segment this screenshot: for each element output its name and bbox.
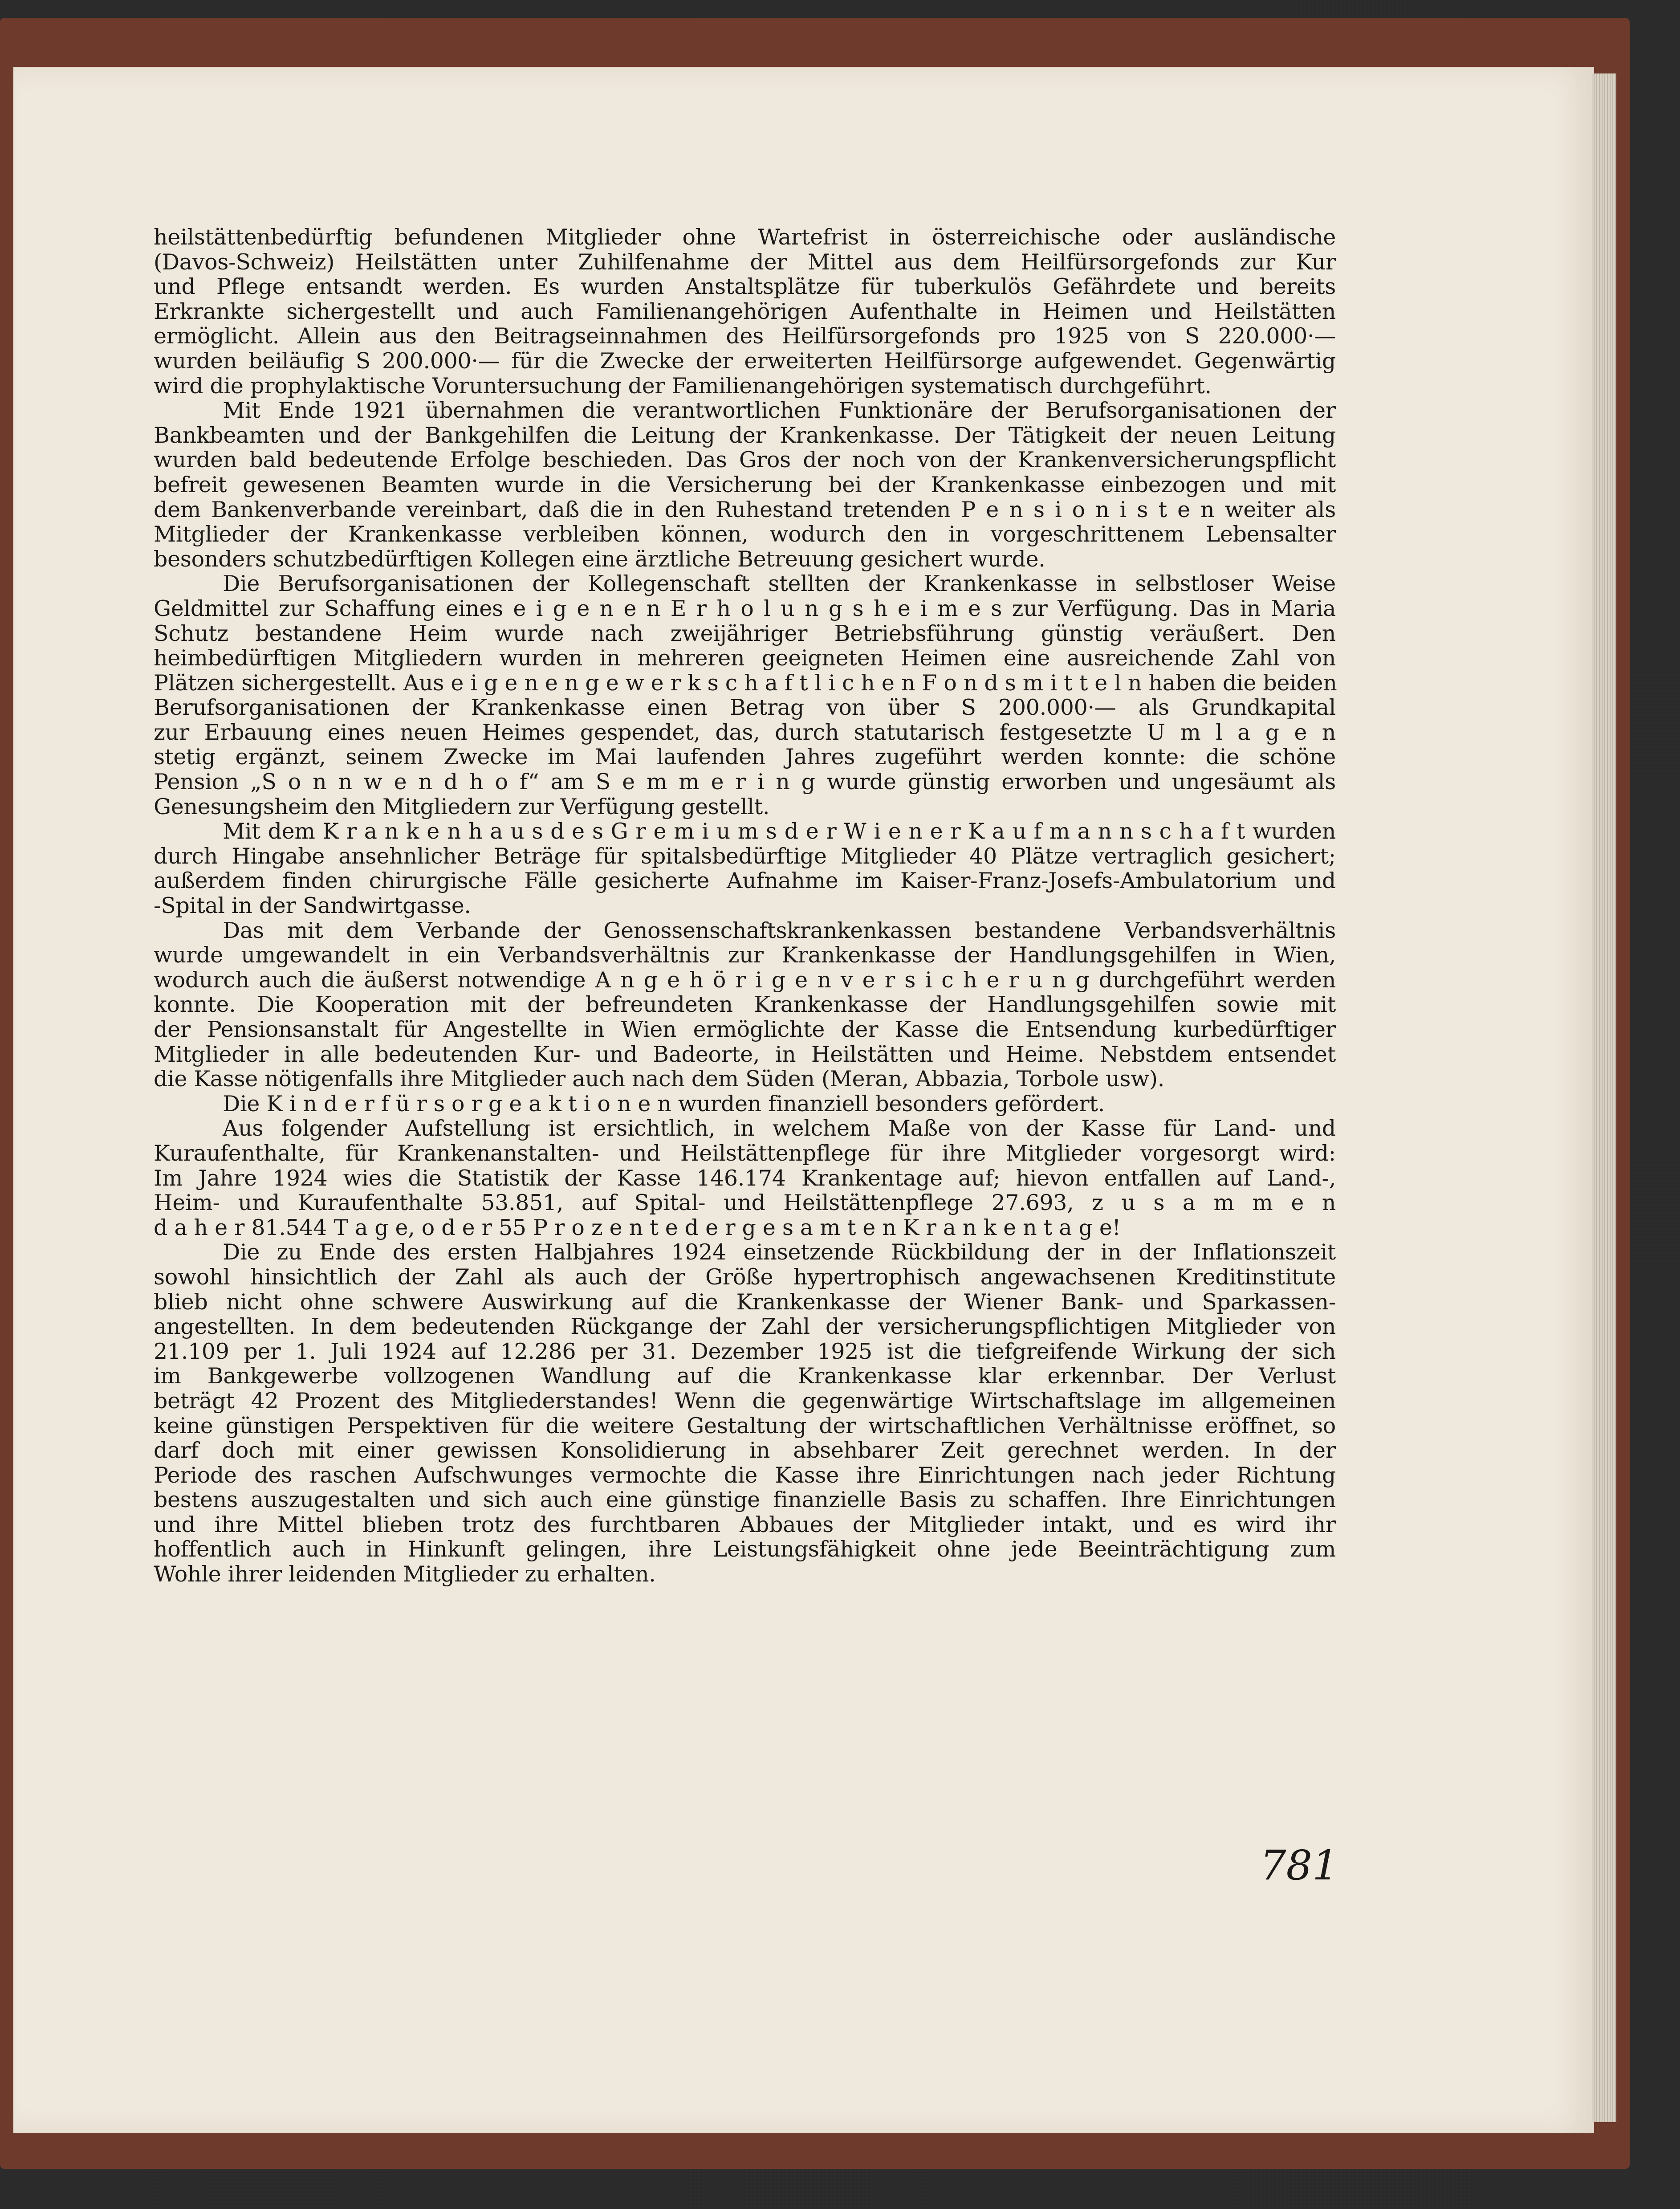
text-line: Mit Ende 1921 übernahmen die verantwortlichen Funktionäre der Berufsorganisationen der: [223, 398, 1336, 424]
text-line: Die Berufsorganisationen der Kollegenschaft stellten der Krankenkasse in selbstloser Weise: [223, 571, 1336, 597]
text-line: heilstättenbedürftig befundenen Mitglieder ohne Wartefrist in österreichische oder ausländische: [154, 224, 1336, 250]
text-line: beträgt 42 Prozent des Mitgliederstandes! Wenn die gegenwärtige Wirtschaftslage im allgemeinen: [154, 1388, 1336, 1414]
text-line: Wohle ihrer leidenden Mitglieder zu erhalten.: [154, 1561, 656, 1587]
text-line: besonders schutzbedürftigen Kollegen eine ärztliche Betreuung gesichert wurde.: [154, 546, 1045, 572]
text-line: -Spital in der Sandwirtgasse.: [154, 893, 471, 919]
text-line: Das mit dem Verbande der Genossenschaftskrankenkassen bestandene Verbandsverhältnis: [223, 917, 1336, 943]
text-line: wurden beiläufig S 200.000·— für die Zwecke der erweiterten Heilfürsorge aufgewendet. Gegenwärtig: [154, 348, 1336, 374]
text-line: Aus folgender Aufstellung ist ersichtlich, in welchem Maße von der Kasse für Land- und: [223, 1116, 1336, 1141]
text-line: Die K i n d e r f ü r s o r g e a k t i o n e n wurden finanziell besonders gefördert.: [223, 1091, 1105, 1117]
text-line: wurde umgewandelt in ein Verbandsverhältnis zur Krankenkasse der Handlungsgehilfen in Wien,: [154, 942, 1336, 968]
text-line: Mitglieder in alle bedeutenden Kur- und Badeorte, in Heilstätten und Heime. Nebstdem entsendet: [154, 1041, 1336, 1067]
text-line: durch Hingabe ansehnlicher Beträge für spitalsbedürftige Mitglieder 40 Plätze vertraglich gesichert;: [154, 843, 1336, 869]
text-line: Kuraufenthalte, für Krankenanstalten- und Heilstättenpflege für ihre Mitglieder vorgesorgt wird:: [154, 1140, 1336, 1166]
text-line: Periode des raschen Aufschwunges vermochte die Kasse ihre Einrichtungen nach jeder Richtung: [154, 1462, 1336, 1488]
text-line: Mitglieder der Krankenkasse verbleiben können, wodurch den in vorgeschrittenem Lebensalter: [154, 522, 1336, 547]
text-line: die Kasse nötigenfalls ihre Mitglieder auch nach dem Süden (Meran, Abbazia, Torbole usw).: [154, 1066, 1164, 1092]
text-line: und ihre Mittel blieben trotz des furchtbaren Abbaues der Mitglieder intakt, und es wird ihr: [154, 1512, 1336, 1537]
text-line: Bankbeamten und der Bankgehilfen die Leitung der Krankenkasse. Der Tätigkeit der neuen Leitung: [154, 422, 1336, 448]
text-line: wodurch auch die äußerst notwendige A n g e h ö r i g e n v e r s i c h e r u n g durchgeführt werden: [154, 967, 1336, 993]
text-line: angestellten. In dem bedeutenden Rückgange der Zahl der versicherungspflichtigen Mitglieder von: [154, 1314, 1336, 1340]
text-line: (Davos-Schweiz) Heilstätten unter Zuhilfenahme der Mittel aus dem Heilfürsorgefonds zur Kur: [154, 249, 1336, 275]
page-number: 781: [1260, 1842, 1338, 1889]
text-line: Plätzen sichergestellt. Aus e i g e n e n g e w e r k s c h a f t l i c h e n F o n d s m i t t e l n haben die beiden: [154, 670, 1337, 696]
text-line: Die zu Ende des ersten Halbjahres 1924 einsetzende Rückbildung der in der Inflationszeit: [223, 1239, 1336, 1265]
text-line: dem Bankenverbande vereinbart, daß die in den Ruhestand tretenden P e n s i o n i s t e n weiter als: [154, 497, 1336, 522]
text-line: zur Erbauung eines neuen Heimes gespendet, das, durch statutarisch festgesetzte U m l a g e n: [154, 719, 1336, 745]
text-line: Im Jahre 1924 wies die Statistik der Kasse 146.174 Krankentage auf; hievon entfallen auf Land-,: [154, 1165, 1336, 1191]
text-line: bestens auszugestalten und sich auch eine günstige finanzielle Basis zu schaffen. Ihre Einrichtungen: [154, 1487, 1336, 1513]
text-line: Geldmittel zur Schaffung eines e i g e n e n E r h o l u n g s h e i m e s zur Verfügung. Das in Maria: [154, 595, 1336, 621]
text-line: Heim- und Kuraufenthalte 53.851, auf Spital- und Heilstättenpflege 27.693, z u s a m m e n: [154, 1190, 1336, 1216]
text-line: 21.109 per 1. Juli 1924 auf 12.286 per 31. Dezember 1925 ist die tiefgreifende Wirkung der sich: [154, 1338, 1336, 1364]
text-line: blieb nicht ohne schwere Auswirkung auf die Krankenkasse der Wiener Bank- und Sparkassen-: [154, 1289, 1336, 1315]
text-line: außerdem finden chirurgische Fälle gesicherte Aufnahme im Kaiser-Franz-Josefs-Ambulatorium und: [154, 868, 1336, 894]
text-line: Genesungsheim den Mitgliedern zur Verfügung gestellt.: [154, 794, 770, 819]
text-line: konnte. Die Kooperation mit der befreundeten Krankenkasse der Handlungsgehilfen sowie mit: [154, 992, 1336, 1018]
text-line: sowohl hinsichtlich der Zahl als auch der Größe hypertrophisch angewachsenen Kreditinstitute: [154, 1264, 1336, 1290]
text-line: Mit dem K r a n k e n h a u s d e s G r e m i u m s d e r W i e n e r K a u f m a n n s c h a f t wurden: [223, 819, 1336, 844]
text-line: Pension „S o n n w e n d h o f“ am S e m m e r i n g wurde günstig erworben und ungesäumt als: [154, 769, 1336, 795]
body-text: [154, 225, 1336, 1587]
text-line: keine günstigen Perspektiven für die weitere Gestaltung der wirtschaftlichen Verhältnisse eröffnet, so: [154, 1413, 1336, 1439]
text-line: wurden bald bedeutende Erfolge beschieden. Das Gros der noch von der Krankenversicherungspflicht: [154, 447, 1336, 473]
text-line: befreit gewesenen Beamten wurde in die Versicherung bei der Krankenkasse einbezogen und mit: [154, 472, 1336, 497]
text-line: und Pflege entsandt werden. Es wurden Anstaltsplätze für tuberkulös Gefährdete und bereits: [154, 274, 1336, 300]
text-line: d a h e r 81.544 T a g e, o d e r 55 P r o z e n t e d e r g e s a m t e n K r a n k e n t a g e!: [154, 1215, 1121, 1240]
page-edges: [1592, 73, 1616, 2122]
text-line: Erkrankte sichergestellt und auch Familienangehörigen Aufenthalte in Heimen und Heilstätten: [154, 298, 1336, 324]
text-line: ermöglicht. Allein aus den Beitragseinnahmen des Heilfürsorgefonds pro 1925 von S 220.000·—: [154, 323, 1336, 349]
text-line: der Pensionsanstalt für Angestellte in Wien ermöglichte der Kasse die Entsendung kurbedürftiger: [154, 1017, 1336, 1042]
text-line: stetig ergänzt, seinem Zwecke im Mai laufenden Jahres zugeführt werden konnte: die schöne: [154, 744, 1336, 770]
text-line: heimbedürftigen Mitgliedern wurden in mehreren geeigneten Heimen eine ausreichende Zahl von: [154, 645, 1336, 671]
text-line: darf doch mit einer gewissen Konsolidierung in absehbarer Zeit gerechnet werden. In der: [154, 1438, 1336, 1463]
text-line: wird die prophylaktische Voruntersuchung der Familienangehörigen systematisch durchgeführt.: [154, 373, 1212, 399]
text-line: Schutz bestandene Heim wurde nach zweijähriger Betriebsführung günstig veräußert. Den: [154, 620, 1336, 646]
text-line: im Bankgewerbe vollzogenen Wandlung auf die Krankenkasse klar erkennbar. Der Verlust: [154, 1363, 1336, 1389]
text-line: Berufsorganisationen der Krankenkasse einen Betrag von über S 200.000·— als Grundkapital: [154, 695, 1336, 721]
text-line: hoffentlich auch in Hinkunft gelingen, ihre Leistungsfähigkeit ohne jede Beeinträchtigung zum: [154, 1537, 1336, 1562]
